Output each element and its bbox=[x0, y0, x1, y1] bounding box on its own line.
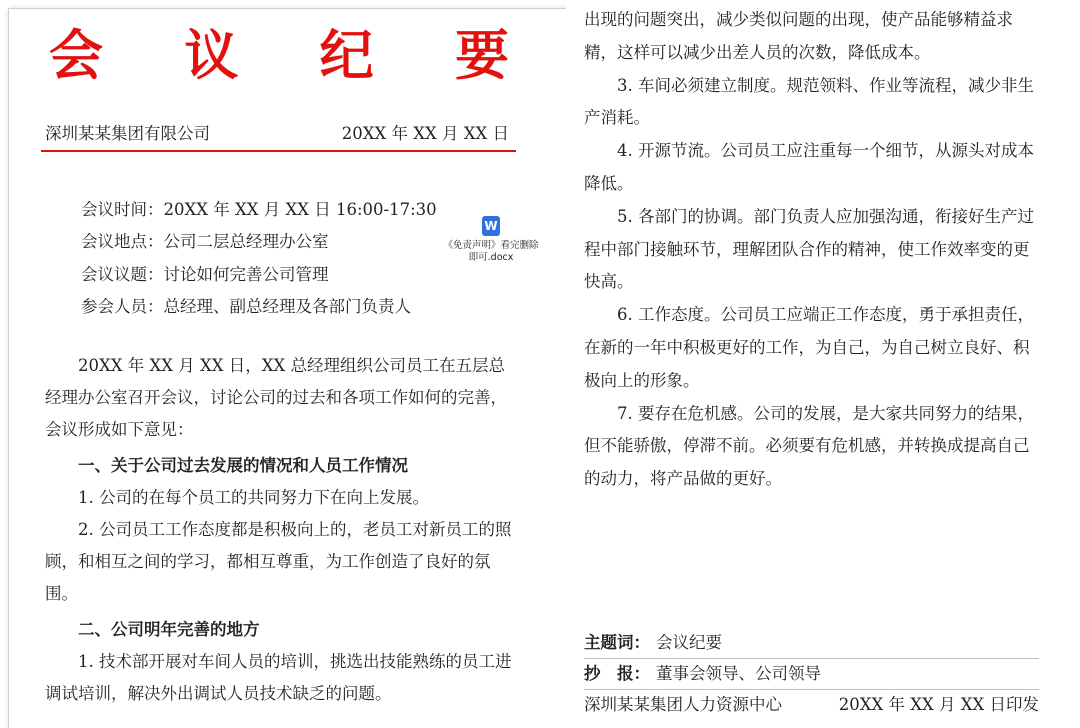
document-title bbox=[49, 19, 509, 91]
issuer-name: 深圳某某集团人力资源中心 bbox=[584, 695, 782, 714]
company-name: 深圳某某集团有限公司 bbox=[45, 124, 210, 143]
section2-item: 1. 技术部开展对车间人员的培训，挑选出技能熟练的员工进调试培训，解决外出调试人员技术缺乏的问题。 bbox=[45, 652, 512, 703]
header-date: 20XX 年 XX 月 XX 日 bbox=[341, 124, 509, 143]
section-heading-2: 二、公司明年完善的地方 bbox=[78, 620, 260, 639]
document-body-continued bbox=[584, 4, 1039, 496]
print-date: 20XX 年 XX 月 XX 日印发 bbox=[838, 695, 1039, 714]
word-file-icon: W bbox=[482, 216, 500, 236]
issuer-line bbox=[584, 690, 1039, 720]
document-header bbox=[45, 123, 509, 145]
meeting-time: 会议时间：20XX 年 XX 月 XX 日 16:00-17:30 bbox=[81, 200, 437, 219]
meeting-place: 会议地点：公司二层总经理办公室 bbox=[81, 232, 329, 252]
red-divider bbox=[41, 150, 516, 152]
list-item: 6. 工作态度。公司员工应端正工作态度，勇于承担责任，在新的一年中积极更好的工作，为自己，为自己树立良好、积极向上的形象。 bbox=[584, 305, 1034, 390]
title-char: 纪 bbox=[319, 23, 374, 87]
title-char: 会 bbox=[49, 23, 103, 87]
document-page-right bbox=[566, 0, 1080, 728]
document-body bbox=[45, 350, 517, 710]
section1-item: 2. 公司员工工作态度都是积极向上的，老员工对新员工的照顾，和相互之间的学习，都相互尊重，为工作创造了良好的氛围。 bbox=[45, 520, 512, 603]
continued-paragraph: 出现的问题突出，减少类似问题的出现，使产品能够精益求精，这样可以减少出差人员的次数，降低成本。 bbox=[584, 10, 1013, 62]
title-char: 议 bbox=[184, 23, 239, 87]
intro-paragraph: 20XX 年 XX 月 XX 日，XX 总经理组织公司员工在五层总经理办公室召开会议，讨论公司的过去和各项工作如何的完善，会议形成如下意见： bbox=[45, 356, 507, 439]
section1-item: 1. 公司的在每个员工的共同努力下在向上发展。 bbox=[78, 488, 429, 507]
report-label: 抄 报： bbox=[584, 664, 650, 683]
subject-label: 主题词： bbox=[584, 633, 650, 652]
report-line bbox=[584, 659, 1039, 690]
list-item: 7. 要存在危机感。公司的发展，是大家共同努力的结果，但不能骄傲，停滞不前。必须要有危机感，并转换成提高自己的动力，将产品做的更好。 bbox=[584, 403, 1034, 489]
attachment-filename: 《免责声明》看完删除即可.docx bbox=[443, 240, 539, 263]
subject-line bbox=[584, 628, 1039, 659]
meeting-attendees: 参会人员：总经理、副总经理及各部门负责人 bbox=[81, 296, 411, 316]
list-item: 5. 各部门的协调。部门负责人应加强沟通，衔接好生产过程中部门接触环节，理解团队合作的精神，使工作效率变的更快高。 bbox=[584, 206, 1034, 292]
meeting-meta bbox=[81, 194, 437, 323]
meeting-topic: 会议议题：讨论如何完善公司管理 bbox=[81, 264, 329, 284]
attachment-file[interactable] bbox=[441, 216, 541, 264]
section-heading-1: 一、关于公司过去发展的情况和人员工作情况 bbox=[78, 456, 408, 475]
document-page-left bbox=[8, 8, 568, 728]
list-item: 4. 开源节流。公司员工应注重每一个细节，从源头对成本降低。 bbox=[584, 141, 1034, 193]
subject-value: 会议纪要 bbox=[656, 633, 722, 652]
list-item: 3. 车间必须建立制度。规范领料、作业等流程，减少非生产消耗。 bbox=[584, 75, 1034, 128]
report-value: 董事会领导、公司领导 bbox=[656, 664, 821, 683]
document-footer bbox=[584, 628, 1039, 720]
title-char: 要 bbox=[454, 23, 509, 87]
